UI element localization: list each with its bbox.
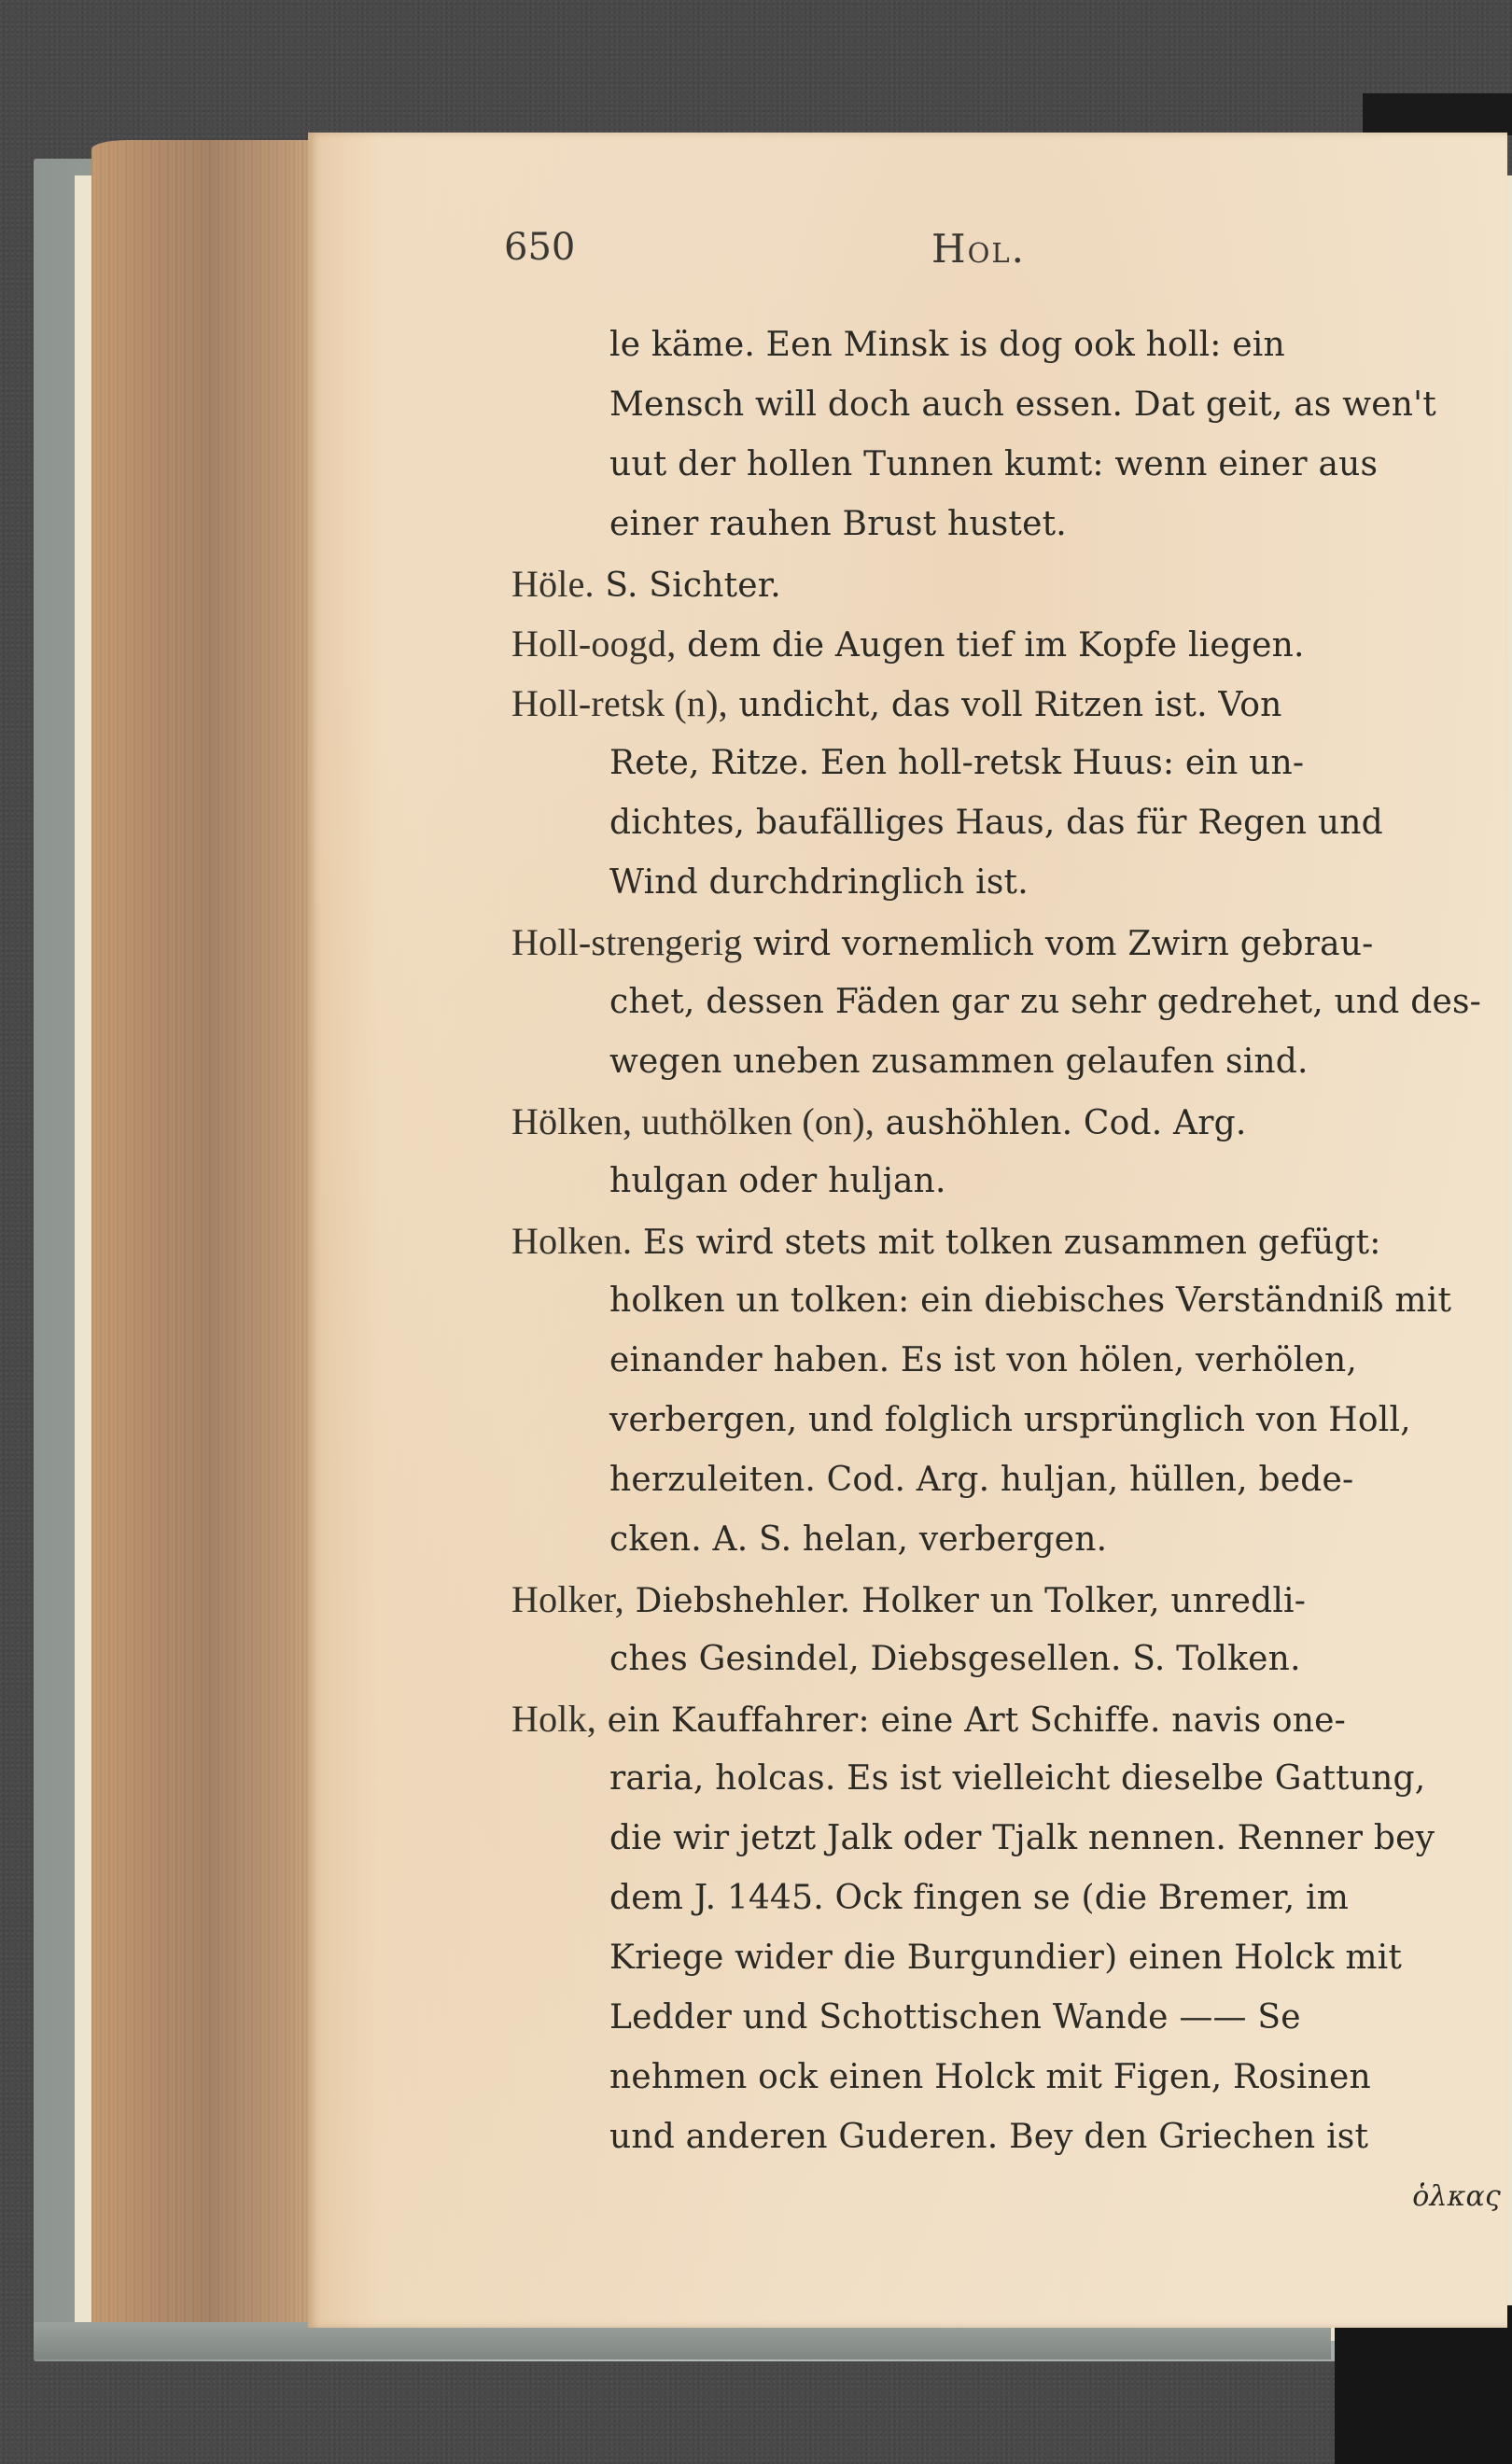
page-number: 650 — [504, 226, 576, 269]
page-block-edge — [91, 140, 308, 2329]
line-text: verbergen, und folglich ursprünglich von Holl, — [609, 1401, 1411, 1439]
line-text: Es wird stets mit tolken zusammen gefügt: — [642, 1224, 1381, 1262]
line-text: Wind durchdringlich ist. — [609, 863, 1029, 902]
text-line — [511, 435, 1501, 495]
dictionary-text — [511, 315, 1501, 2227]
text-line — [511, 1928, 1501, 1988]
text-line — [511, 1630, 1501, 1689]
text-line — [511, 1331, 1501, 1391]
line-text: ein Kauffahrer: eine Art Schiffe. navis one- — [607, 1701, 1347, 1740]
text-line — [511, 1988, 1501, 2048]
dictionary-entry-line — [511, 1092, 1501, 1152]
line-text: Ledder und Schottischen Wande —— Se — [609, 1998, 1301, 2037]
line-text: holken un tolken: ein diebisches Verständniß mit — [609, 1281, 1452, 1320]
text-line — [511, 1749, 1501, 1809]
line-text: undicht, das voll Ritzen ist. Von — [738, 686, 1282, 724]
line-text: hulgan oder huljan. — [609, 1162, 946, 1200]
text-line — [511, 1869, 1501, 1928]
line-text: einander haben. Es ist von hölen, verhölen, — [609, 1341, 1357, 1379]
text-line — [511, 1391, 1501, 1450]
catchword: ὁλκας — [1412, 2180, 1501, 2213]
line-text: S. Sichter. — [605, 567, 781, 605]
text-line — [511, 793, 1501, 853]
line-text: chet, dessen Fäden gar zu sehr gedrehet, und des- — [609, 983, 1481, 1021]
dictionary-entry-line — [511, 674, 1501, 734]
line-text: le käme. Een Minsk is dog ook holl: ein — [609, 326, 1285, 364]
text-line — [511, 853, 1501, 913]
text-line — [511, 2107, 1501, 2167]
line-text: dichtes, baufälliges Haus, das für Regen und — [609, 804, 1383, 842]
line-text: ches Gesindel, Diebsgesellen. S. Tolken. — [609, 1640, 1301, 1678]
line-text: einer rauhen Brust hustet. — [609, 505, 1067, 543]
entry-headword: Holl-oogd, — [511, 623, 677, 665]
line-text: die wir jetzt Jalk oder Tjalk nennen. Renner bey — [609, 1819, 1435, 1857]
book-cover-top-edge — [1363, 93, 1512, 135]
line-text: dem die Augen tief im Kopfe liegen. — [687, 626, 1305, 665]
text-line — [511, 2048, 1501, 2107]
text-line — [511, 495, 1501, 554]
line-text: wird vornemlich vom Zwirn gebrau- — [753, 925, 1374, 963]
line-text: wegen uneben zusammen gelaufen sind. — [609, 1043, 1309, 1081]
entry-headword: Holl-retsk (n), — [511, 682, 728, 724]
line-text: aushöhlen. Cod. Arg. — [885, 1104, 1247, 1142]
line-text: dem J. 1445. Ock fingen se (die Bremer, im — [609, 1879, 1350, 1917]
running-head: Hol. — [931, 226, 1027, 272]
line-text: nehmen ock einen Holck mit Figen, Rosinen — [609, 2058, 1371, 2096]
dictionary-entry-line — [511, 913, 1501, 973]
dictionary-entry-line — [511, 1211, 1501, 1271]
text-line — [511, 973, 1501, 1032]
entry-headword: Holker, — [511, 1578, 624, 1620]
text-line — [511, 1510, 1501, 1570]
dictionary-entry-line — [511, 1689, 1501, 1749]
entry-headword: Holk, — [511, 1698, 596, 1740]
text-line — [511, 1450, 1501, 1510]
line-text: und anderen Guderen. Bey den Griechen ist — [609, 2118, 1369, 2156]
text-line — [511, 734, 1501, 793]
dictionary-entry-line — [511, 1570, 1501, 1630]
text-line — [511, 1271, 1501, 1331]
text-line — [511, 1809, 1501, 1869]
line-text: uut der hollen Tunnen kumt: wenn einer aus — [609, 445, 1379, 483]
line-text: cken. A. S. helan, verbergen. — [609, 1520, 1108, 1559]
entry-headword: Holl-strengerig — [511, 921, 743, 963]
text-line — [511, 375, 1501, 435]
line-text: Kriege wider die Burgundier) einen Holck mit — [609, 1939, 1403, 1977]
dictionary-entry-line — [511, 554, 1501, 614]
entry-headword: Holken. — [511, 1220, 633, 1262]
entry-headword: Hölken, uuthölken (on), — [511, 1100, 875, 1142]
book-board-bottom — [34, 2322, 1331, 2359]
line-text: Mensch will doch auch essen. Dat geit, as wen't — [609, 385, 1436, 424]
line-text: Rete, Ritze. Een holl-retsk Huus: ein un- — [609, 744, 1305, 782]
line-text: Diebshehler. Holker un Tolker, unredli- — [635, 1582, 1307, 1620]
text-line — [511, 315, 1501, 375]
dictionary-entry-line — [511, 614, 1501, 674]
book-page — [308, 133, 1507, 2328]
entry-headword: Höle. — [511, 563, 595, 605]
page-header — [308, 226, 1507, 273]
text-line — [511, 1152, 1501, 1211]
line-text: herzuleiten. Cod. Arg. huljan, hüllen, bede- — [609, 1461, 1354, 1499]
line-text: raria, holcas. Es ist vielleicht dieselbe Gattung, — [609, 1759, 1426, 1798]
text-line — [511, 1032, 1501, 1092]
book-cover-bottom-edge — [1335, 2305, 1512, 2464]
